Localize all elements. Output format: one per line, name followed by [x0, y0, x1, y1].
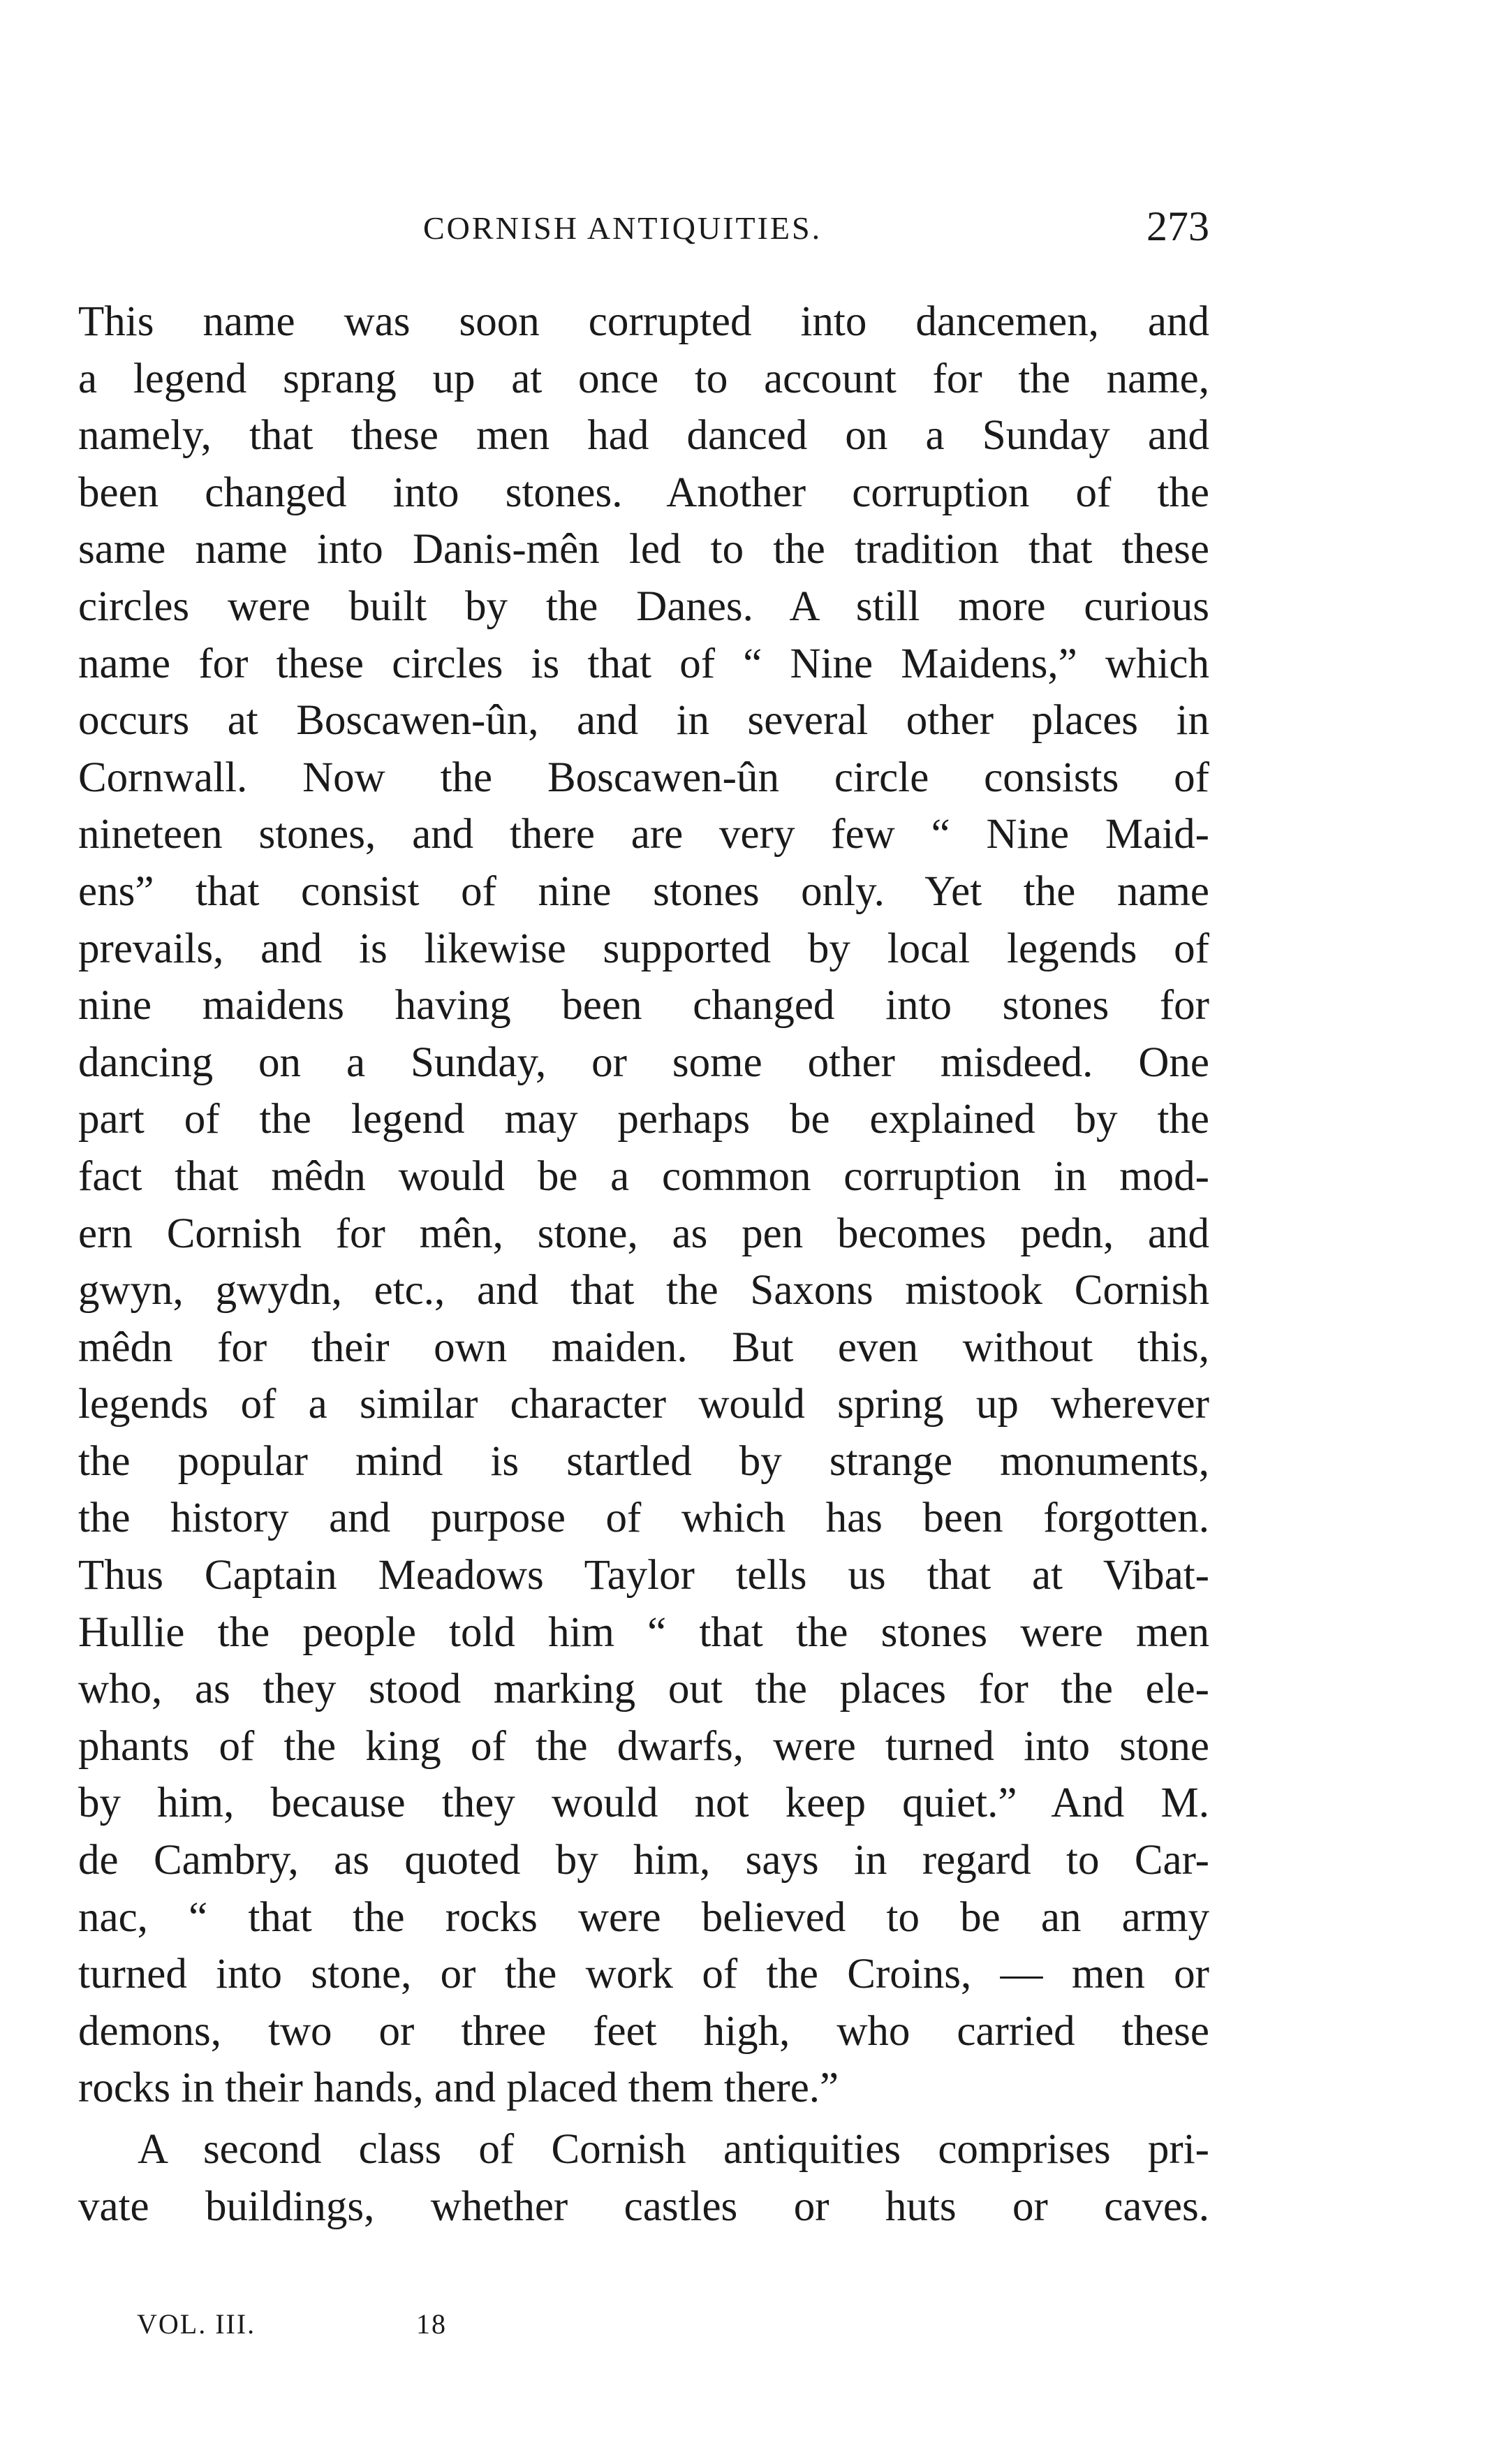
text-line: This name was soon corrupted into dancemen, and	[78, 298, 1209, 345]
body-text	[78, 293, 1209, 2235]
text-line: the history and purpose of which has been forgotten.	[78, 1495, 1209, 1542]
text-line: mêdn for their own maiden. But even without this,	[78, 1323, 1209, 1371]
text-line: nac, “ that the rocks were believed to be an army	[78, 1893, 1209, 1941]
text-line: A second class of Cornish antiquities comprises pri-	[138, 2126, 1209, 2173]
text-line: been changed into stones. Another corruption of the	[78, 469, 1209, 516]
text-line: vate buildings, whether castles or huts or caves.	[78, 2183, 1209, 2230]
page-number: 273	[1146, 203, 1209, 249]
text-line: de Cambry, as quoted by him, says in regard to Car-	[78, 1837, 1209, 1884]
text-line: the popular mind is startled by strange monuments,	[78, 1437, 1209, 1485]
text-line: gwyn, gwydn, etc., and that the Saxons mistook Cornish	[78, 1267, 1209, 1314]
text-line: fact that mêdn would be a common corruption in mod-	[78, 1152, 1209, 1200]
text-line: by him, because they would not keep quiet.” And M.	[78, 1780, 1209, 1827]
text-line: Cornwall. Now the Boscawen-ûn circle consists of	[78, 754, 1209, 801]
text-line: rocks in their hands, and placed them there.”	[78, 2065, 839, 2112]
text-line: same name into Danis-mên led to the tradition that these	[78, 526, 1209, 573]
text-line: occurs at Boscawen-ûn, and in several other places in	[78, 697, 1209, 745]
text-line: dancing on a Sunday, or some other misdeed. One	[78, 1039, 1209, 1086]
text-line: ens” that consist of nine stones only. Yet the name	[78, 867, 1209, 915]
text-line: demons, two or three feet high, who carried these	[78, 2007, 1209, 2055]
page-header	[78, 203, 1209, 263]
text-line: prevails, and is likewise supported by local legends of	[78, 925, 1209, 972]
text-line: circles were built by the Danes. A still more curious	[78, 582, 1209, 630]
signature-mark: 18	[416, 2308, 447, 2340]
text-line: nineteen stones, and there are very few “ Nine Maid-	[78, 811, 1209, 858]
text-line: name for these circles is that of “ Nine Maidens,” which	[78, 640, 1209, 687]
text-line: who, as they stood marking out the places for the ele-	[78, 1666, 1209, 1713]
text-line: nine maidens having been changed into stones for	[78, 982, 1209, 1029]
running-head: CORNISH ANTIQUITIES.	[423, 210, 823, 246]
text-line: Thus Captain Meadows Taylor tells us that at Vibat-	[78, 1552, 1209, 1599]
text-line: phants of the king of the dwarfs, were turned into stone	[78, 1722, 1209, 1770]
text-line: Hullie the people told him “ that the stones were men	[78, 1608, 1209, 1656]
page-footer	[137, 2308, 626, 2349]
text-line: part of the legend may perhaps be explained by the	[78, 1096, 1209, 1143]
text-line: ern Cornish for mên, stone, as pen becomes pedn, and	[78, 1210, 1209, 1257]
text-line: a legend sprang up at once to account for the name,	[78, 355, 1209, 402]
text-line: turned into stone, or the work of the Croins, — men or	[78, 1951, 1209, 1998]
text-line: namely, that these men had danced on a Sunday and	[78, 412, 1209, 460]
volume-mark: VOL. III.	[137, 2308, 256, 2340]
text-line: legends of a similar character would spring up wherever	[78, 1381, 1209, 1428]
